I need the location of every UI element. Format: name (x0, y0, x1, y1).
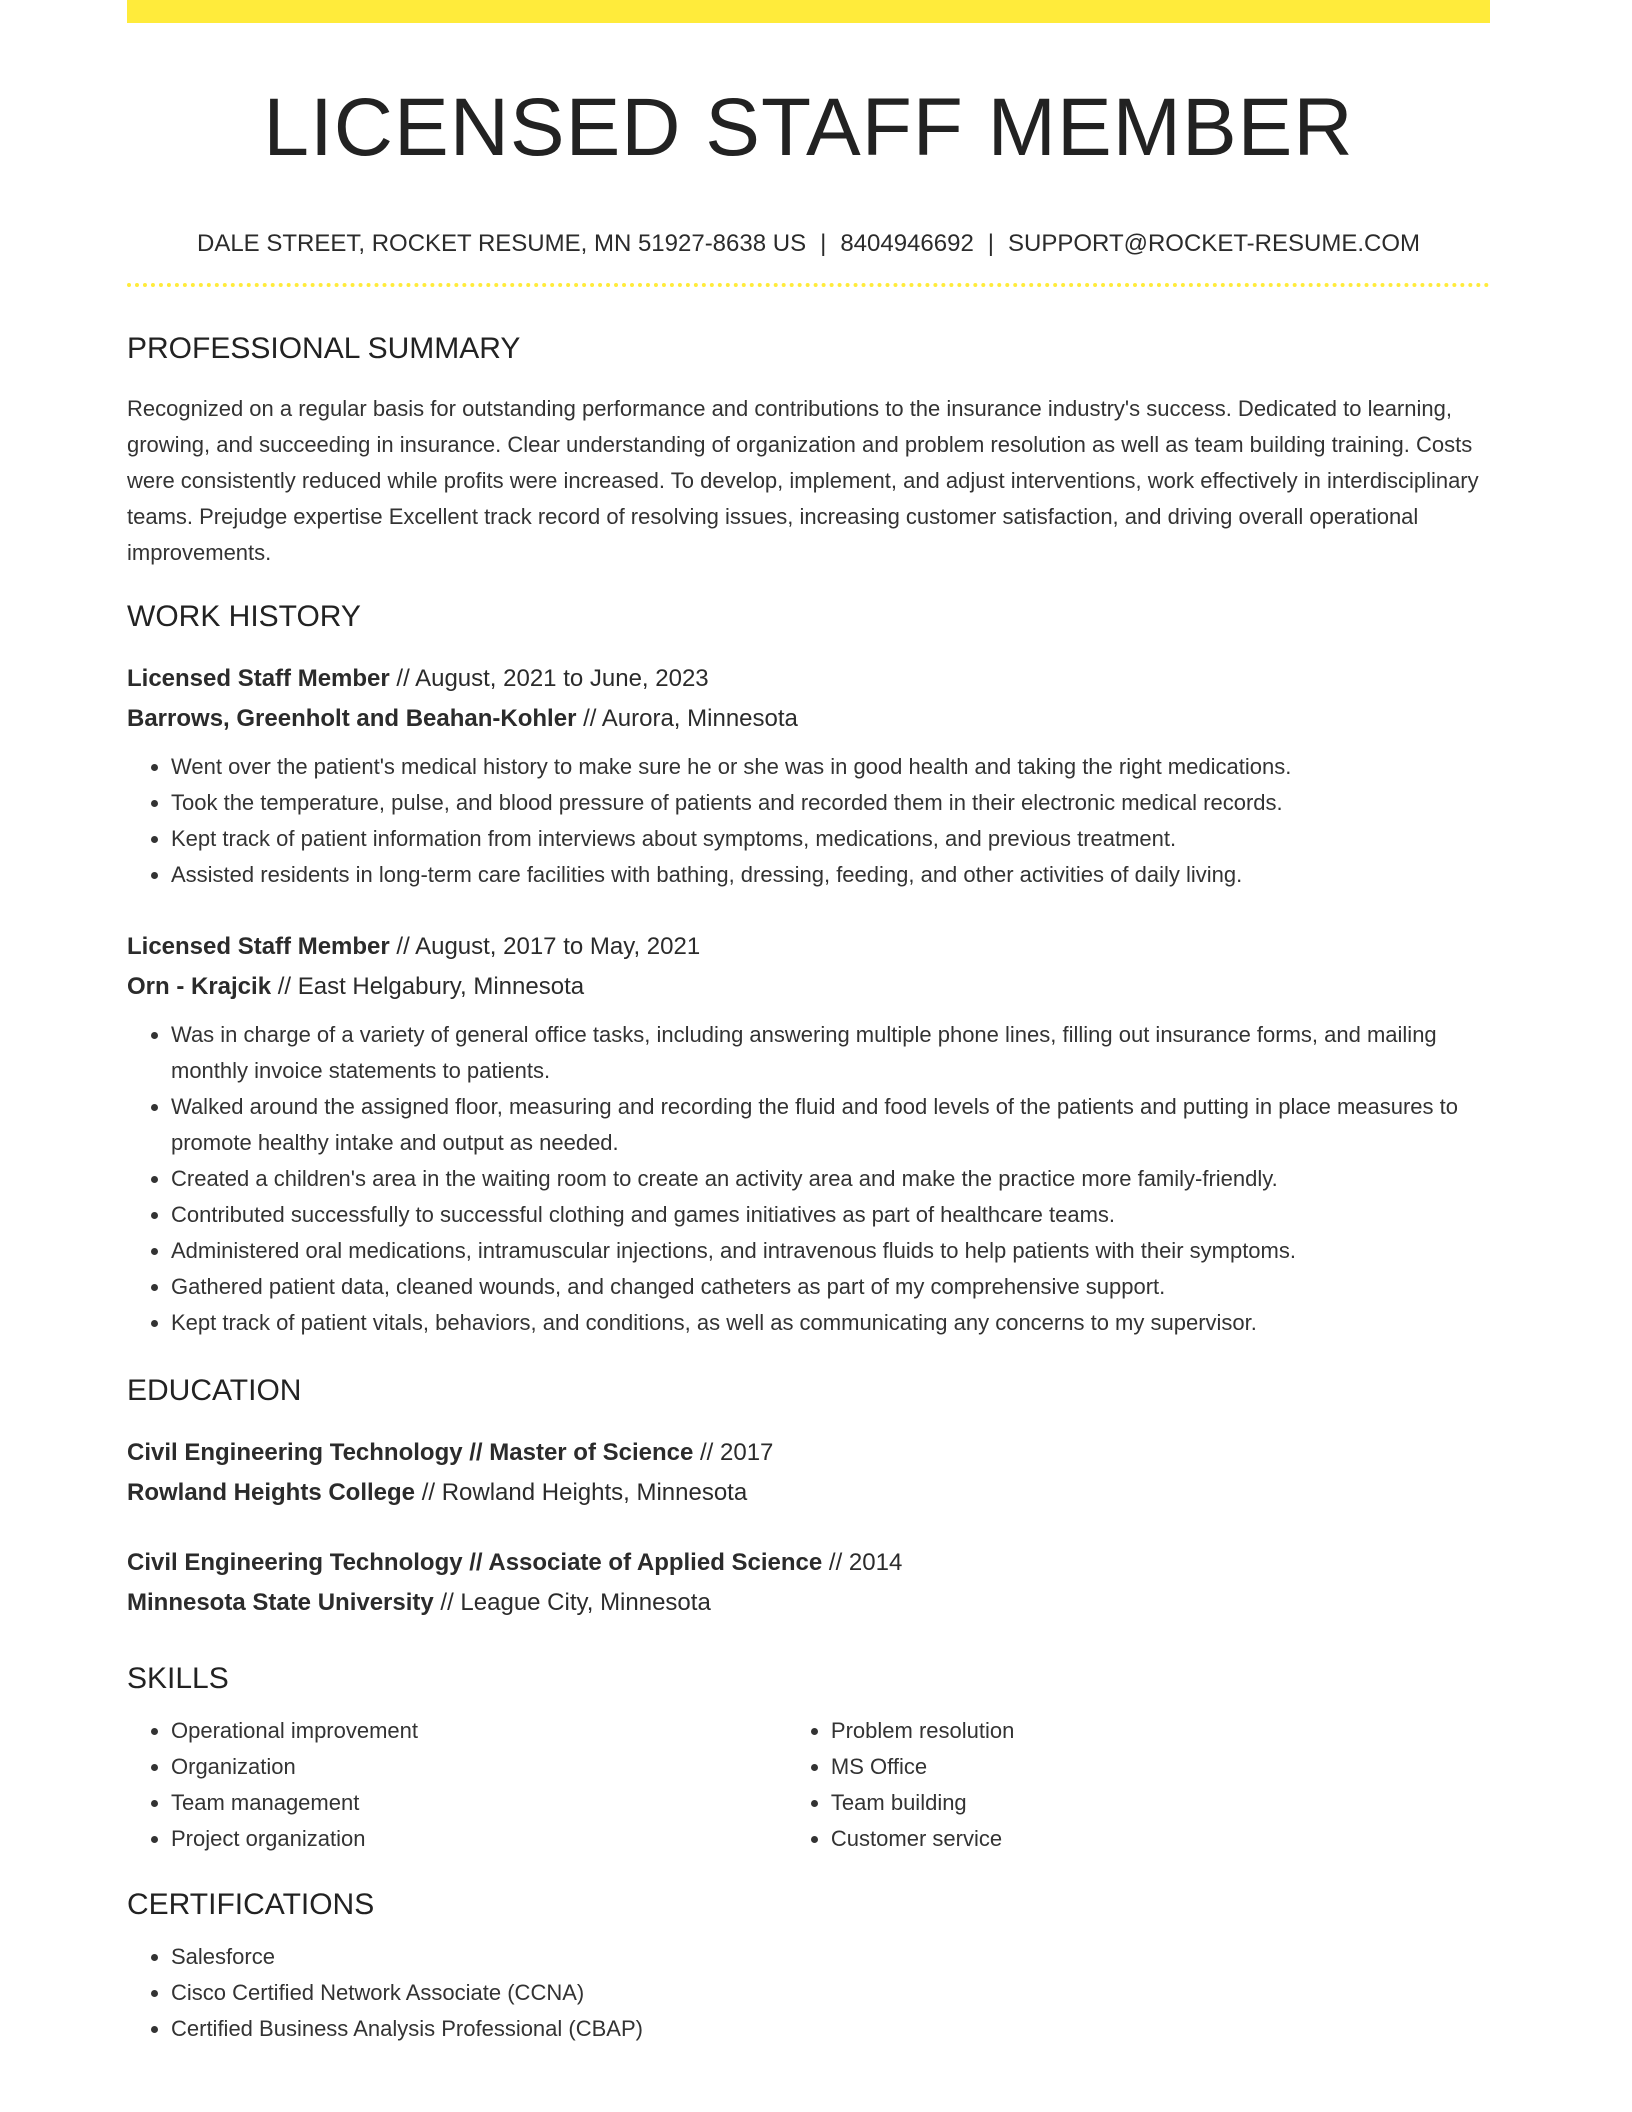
job-bullet: • Took the temperature, pulse, and blood pressure of patients and recorded them in their electronic medical records. (171, 785, 1490, 821)
job-bullet: • Kept track of patient vitals, behaviors, and conditions, as well as communicating any concerns to my supervisor. (171, 1305, 1490, 1341)
education-school: Rowland Heights College (127, 1479, 416, 1506)
job-dates: // August, 2021 to June, 2023 (389, 665, 709, 692)
education-school-line (127, 1473, 1490, 1513)
skills-heading: SKILLS (127, 1662, 229, 1695)
contact-separator: | (987, 230, 995, 257)
education-location: // League City, Minnesota (433, 1589, 711, 1616)
skill-item: • MS Office (831, 1749, 1490, 1785)
skill-item: • Project organization (171, 1821, 787, 1857)
resume-content (127, 0, 1490, 2047)
skills-columns (127, 1713, 1490, 1857)
education-heading: EDUCATION (127, 1374, 302, 1407)
skill-item: • Customer service (831, 1821, 1490, 1857)
job-bullet: • Walked around the assigned floor, measuring and recording the fluid and food levels of the patients and putting in place measures to promote healthy intake and output as needed. (171, 1089, 1490, 1161)
education-degree-line (127, 1543, 1490, 1583)
skill-item: • Team management (171, 1785, 787, 1821)
education-entry (127, 1433, 1490, 1513)
job-bullet: • Was in charge of a variety of general office tasks, including answering multiple phone lines, filling out insurance forms, and mailing monthly invoice statements to patients. (171, 1017, 1490, 1089)
education-degree: Civil Engineering Technology // Associate of Applied Science (127, 1549, 823, 1576)
job-title: Licensed Staff Member (127, 933, 390, 960)
job-company: Barrows, Greenholt and Beahan-Kohler (127, 705, 577, 732)
contact-email: SUPPORT@ROCKET-RESUME.COM (1008, 230, 1420, 257)
education-school-line (127, 1583, 1490, 1623)
job-title-line (127, 927, 1490, 967)
summary-text: Recognized on a regular basis for outstanding performance and contributions to the insurance industry's success. Dedicated to learning, growing, and succeeding in insurance. Clear understanding of organization and problem resolution as well as team building training. Costs were consistently reduced while profits were increased. To develop, implement, and adjust interventions, work effectively in interdisciplinary teams. Prejudge expertise Excellent track record of resolving issues, increasing customer satisfaction, and driving overall operational improvements. (127, 396, 1479, 565)
skill-item: • Team building (831, 1785, 1490, 1821)
job-company-line (127, 967, 1490, 1007)
summary-heading: PROFESSIONAL SUMMARY (127, 332, 521, 365)
certification-item: • Salesforce (171, 1939, 1490, 1975)
job-title-line (127, 659, 1490, 699)
work-history-heading: WORK HISTORY (127, 600, 361, 633)
skill-item: • Organization (171, 1749, 787, 1785)
job-title: Licensed Staff Member (127, 665, 390, 692)
education-year: // 2017 (693, 1439, 774, 1466)
contact-address: DALE STREET, ROCKET RESUME, MN 51927-8638 US (196, 230, 807, 257)
contact-line (127, 229, 1490, 259)
certifications-list (127, 1939, 1490, 2047)
job-company-line (127, 699, 1490, 739)
job-dates: // August, 2017 to May, 2021 (389, 933, 701, 960)
skills-right-list (787, 1713, 1490, 1857)
skills-left-list (127, 1713, 787, 1857)
job-bullet: • Gathered patient data, cleaned wounds, and changed catheters as part of my comprehensive support. (171, 1269, 1490, 1305)
job-bullets (127, 749, 1490, 893)
job-bullet: • Went over the patient's medical history to make sure he or she was in good health and taking the right medications. (171, 749, 1490, 785)
job-bullet: • Administered oral medications, intramuscular injections, and intravenous fluids to help patients with their symptoms. (171, 1233, 1490, 1269)
job-location: // East Helgabury, Minnesota (271, 973, 585, 1000)
job-entry (127, 927, 1490, 1341)
skill-item: • Problem resolution (831, 1713, 1490, 1749)
dotted-divider (127, 283, 1490, 287)
education-school: Minnesota State University (127, 1589, 434, 1616)
job-bullet: • Assisted residents in long-term care facilities with bathing, dressing, feeding, and other activities of daily living. (171, 857, 1490, 893)
job-bullet: • Kept track of patient information from interviews about symptoms, medications, and previous treatment. (171, 821, 1490, 857)
education-degree-line (127, 1433, 1490, 1473)
certification-item: • Certified Business Analysis Professional (CBAP) (171, 2011, 1490, 2047)
contact-separator: | (820, 230, 827, 257)
job-entry (127, 659, 1490, 893)
skill-item: • Operational improvement (171, 1713, 787, 1749)
certifications-heading: CERTIFICATIONS (127, 1888, 375, 1921)
job-bullet: • Created a children's area in the waiting room to create an activity area and make the practice more family-friendly. (171, 1161, 1490, 1197)
education-year: // 2014 (822, 1549, 903, 1576)
education-entry (127, 1543, 1490, 1623)
job-location: // Aurora, Minnesota (576, 705, 798, 732)
certification-item: • Cisco Certified Network Associate (CCNA) (171, 1975, 1490, 2011)
education-degree: Civil Engineering Technology // Master of Science (127, 1439, 694, 1466)
job-bullet: • Contributed successfully to successful clothing and games initiatives as part of healthcare teams. (171, 1197, 1490, 1233)
job-company: Orn - Krajcik (127, 973, 272, 1000)
job-bullets (127, 1017, 1490, 1341)
resume-name: LICENSED STAFF MEMBER (263, 82, 1354, 173)
education-location: // Rowland Heights, Minnesota (415, 1479, 748, 1506)
contact-phone: 8404946692 (840, 230, 974, 257)
